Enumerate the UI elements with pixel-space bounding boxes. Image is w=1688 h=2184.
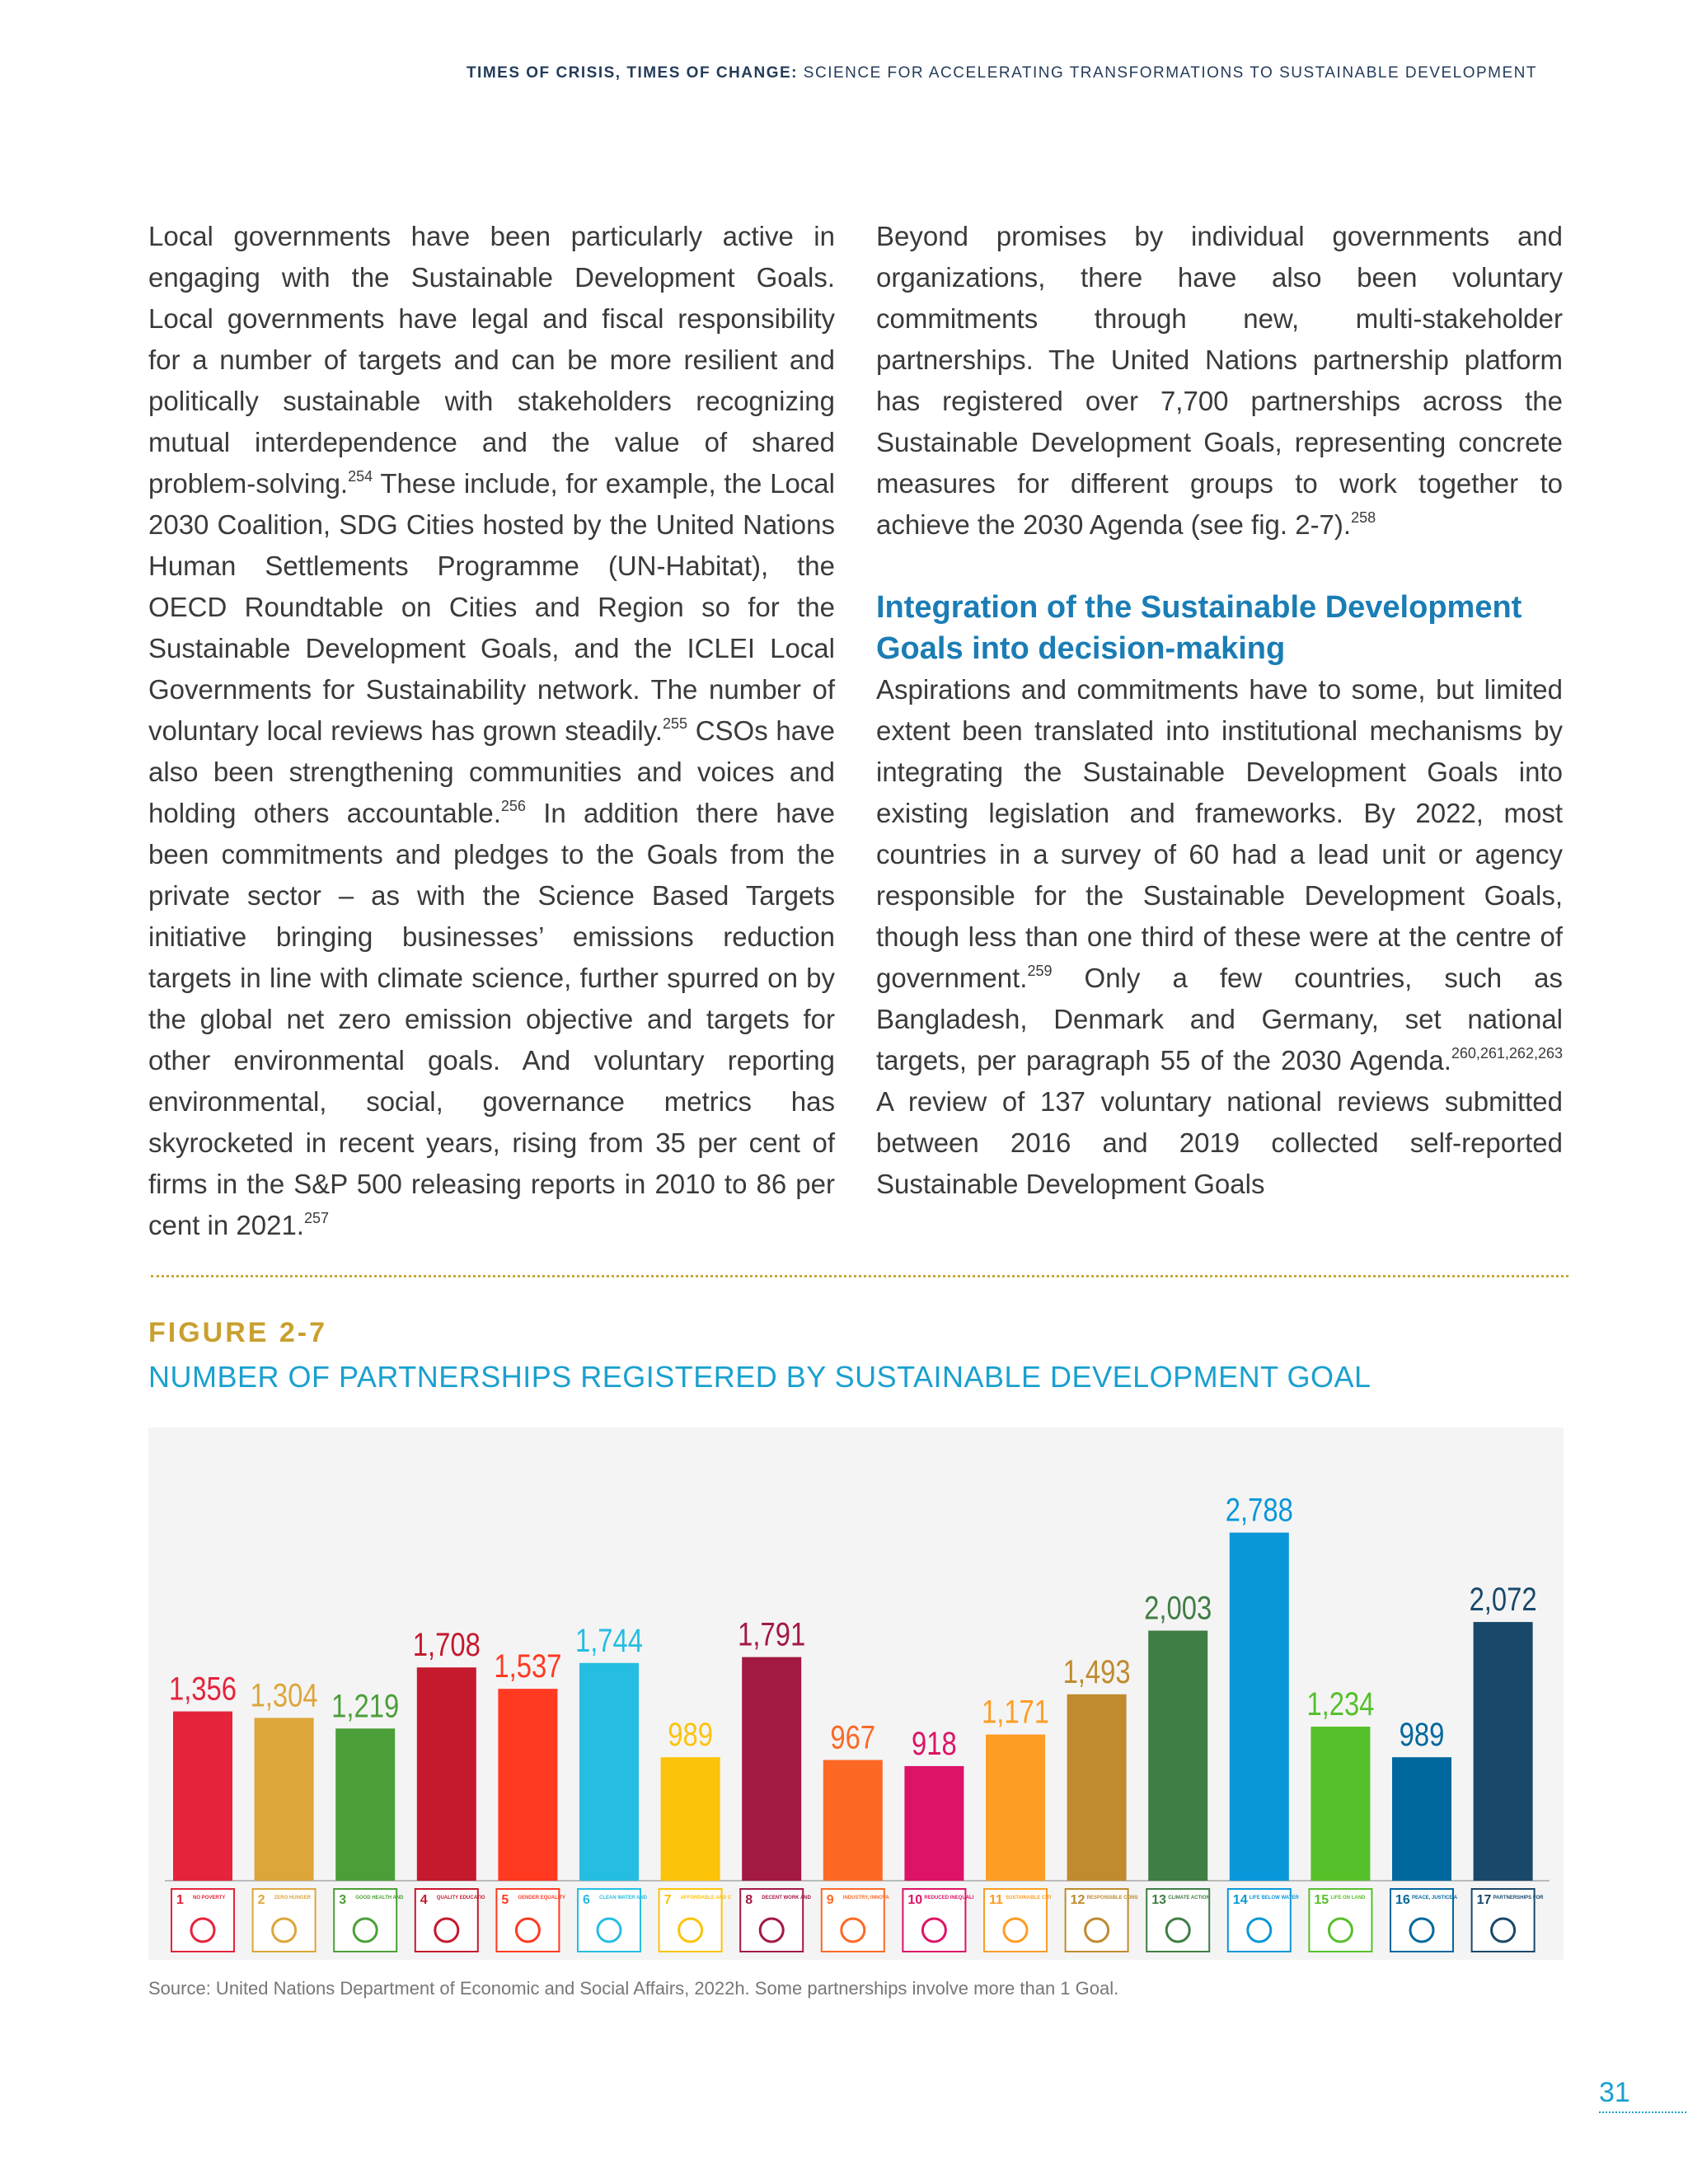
sdg-tile-number: 6	[583, 1893, 590, 1907]
bar-goal-3	[335, 1728, 395, 1881]
sdg-tile-number: 9	[826, 1893, 834, 1907]
right-paragraph-2	[876, 669, 1563, 1205]
sdg-tile-number: 5	[501, 1893, 509, 1907]
footnote-ref[interactable]: 256	[500, 798, 526, 814]
sdg-tile-number: 8	[745, 1893, 753, 1907]
sdg-tile-name: GENDER EQUALITY	[518, 1896, 566, 1900]
sdg-tile-name: QUALITY EDUCATIO	[436, 1896, 485, 1900]
data-label-goal-16: 989	[1399, 1716, 1445, 1753]
data-label-goal-11: 1,171	[981, 1693, 1050, 1731]
sdg-tile-number: 10	[907, 1893, 923, 1907]
sdg-tile-number: 17	[1476, 1893, 1492, 1907]
data-label-goal-4: 1,708	[412, 1626, 481, 1663]
footnote-ref[interactable]: 255	[662, 715, 687, 732]
bar-goal-2	[255, 1718, 314, 1881]
data-label-goal-9: 967	[830, 1718, 876, 1756]
footnote-ref[interactable]: 260,261,262,263	[1451, 1045, 1563, 1062]
data-label-goal-5: 1,537	[494, 1647, 562, 1685]
bar-goal-4	[417, 1667, 476, 1881]
bar-goal-10	[904, 1766, 964, 1881]
sdg-tile-name: GOOD HEALTH AND	[355, 1896, 404, 1900]
data-label-goal-2: 1,304	[250, 1676, 318, 1714]
sdg-tile-number: 1	[176, 1893, 184, 1907]
data-label-goal-15: 1,234	[1306, 1685, 1375, 1722]
header-rest: SCIENCE FOR ACCELERATING TRANSFORMATIONS TO SUSTAINABLE DEVELOPMENT	[803, 64, 1537, 82]
bar-goal-9	[823, 1760, 883, 1881]
bar-chart-svg	[148, 1427, 1564, 1960]
sdg-tile-number: 13	[1151, 1893, 1166, 1907]
sdg-tile-name: NO POVERTY	[193, 1896, 226, 1900]
left-text-1: Local governments have been particularly active in engaging with the Sustainable Development Goals. Local governments have legal and fiscal responsibility for a number of targets and can be more resilient and politically sustainable with stakeholders recognizing mutual interdependence and the value of shared problem-solving.	[148, 221, 835, 499]
bar-goal-6	[579, 1663, 639, 1881]
bar-goal-16	[1392, 1757, 1451, 1881]
left-text-4: In addition there have been commitments and pledges to the Goals from the private sector – as with the Science Based Targets initiative bringing businesses’ emissions reduction targets in line with climate science, further spurred on by the global net zero emission objective and targets for other environmental goals. And voluntary reporting environmental, social, governance metrics has skyrocketed in recent years, rising from 35 per cent of firms in the S&P 500 releasing reports in 2010 to 86 per cent in 2021.	[148, 798, 835, 1240]
right-column	[876, 216, 1563, 1205]
sdg-tile-number: 4	[420, 1893, 428, 1907]
bar-goal-1	[173, 1712, 232, 1881]
footnote-ref[interactable]: 254	[348, 468, 373, 485]
data-label-goal-14: 2,788	[1225, 1491, 1293, 1529]
sdg-tile-number: 14	[1232, 1893, 1248, 1907]
sdg-tile-name: SUSTAINABLE CITI	[1006, 1896, 1052, 1900]
section-subheading: Integration of the Sustainable Development Goals into decision-making	[876, 590, 1522, 666]
bar-goal-5	[498, 1689, 557, 1881]
sdg-tile-name: REDUCED INEQUALI	[924, 1896, 974, 1900]
sdg-tile-number: 3	[339, 1893, 347, 1907]
page-number: 31	[1599, 2077, 1630, 2108]
figure-label: FIGURE 2-7	[148, 1317, 328, 1348]
right-paragraph-1	[876, 216, 1563, 546]
sdg-tile-number: 7	[663, 1893, 672, 1907]
sdg-tile-number: 12	[1070, 1893, 1085, 1907]
right-text-3: Only a few countries, such as Bangladesh, Denmark and Germany, set national targets, per paragraph 55 of the 2030 Agenda.	[876, 963, 1563, 1076]
sdg-tile-number: 2	[257, 1893, 265, 1907]
right-text-4: A review of 137 voluntary national reviews submitted between 2016 and 2019 collected self-reported Sustainable Development Goals	[876, 1086, 1563, 1199]
right-text-2: Aspirations and commitments have to some, but limited extent been translated into institutional mechanisms by integrating the Sustainable Development Goals into existing legislation and frameworks. By 2022, most countries in a survey of 60 had a lead unit or agency responsible for the Sustainable Development Goals, though less than one third of these were at the centre of government.	[876, 674, 1563, 993]
left-text-2: These include, for example, the Local 2030 Coalition, SDG Cities hosted by the United Nations Human Settlements Programme (UN-Habitat), the OECD Roundtable on Cities and Region so for the Sustainable Development Goals, and the ICLEI Local Governments for Sustainability network. The number of voluntary local reviews has grown steadily.	[148, 468, 835, 746]
sdg-tile-name: LIFE BELOW WATER	[1249, 1896, 1299, 1900]
left-text-3: CSOs have also been strengthening communities and voices and holding others accountable.	[148, 715, 835, 828]
footnote-ref[interactable]: 259	[1027, 963, 1053, 979]
figure-title: NUMBER OF PARTNERSHIPS REGISTERED BY SUSTAINABLE DEVELOPMENT GOAL	[148, 1360, 1372, 1394]
sdg-tile-name: RESPONSIBLE CONS	[1086, 1896, 1138, 1900]
left-paragraph	[148, 216, 835, 1246]
data-label-goal-7: 989	[668, 1716, 713, 1753]
section-divider	[151, 1275, 1568, 1277]
sdg-tile-name: PEACE, JUSTICE A	[1412, 1896, 1458, 1900]
sdg-tile-name: PARTNERSHIPS FOR	[1493, 1896, 1544, 1900]
sdg-tile-name: CLIMATE ACTION	[1168, 1896, 1210, 1900]
bar-goal-17	[1474, 1622, 1533, 1881]
bar-goal-12	[1067, 1694, 1127, 1881]
bar-goal-11	[986, 1735, 1045, 1881]
data-label-goal-8: 1,791	[738, 1615, 806, 1653]
bar-goal-8	[742, 1657, 801, 1881]
bar-goal-15	[1311, 1727, 1370, 1881]
sdg-tile-number: 11	[989, 1893, 1003, 1907]
data-label-goal-6: 1,744	[574, 1621, 644, 1659]
data-label-goal-13: 2,003	[1144, 1589, 1212, 1627]
bar-goal-13	[1148, 1631, 1207, 1881]
sdg-tile-number: 15	[1314, 1893, 1329, 1907]
data-label-goal-1: 1,356	[168, 1670, 237, 1708]
bar-goal-7	[661, 1757, 720, 1881]
sdg-tile-name: ZERO HUNGER	[274, 1896, 311, 1900]
page-number-rule	[1599, 2111, 1688, 2113]
data-label-goal-17: 2,072	[1469, 1581, 1537, 1618]
data-label-goal-12: 1,493	[1062, 1652, 1131, 1690]
data-label-goal-10: 918	[912, 1724, 957, 1762]
figure-source: Source: United Nations Department of Economic and Social Affairs, 2022h. Some partnerships involve more than 1 Goal.	[148, 1978, 1119, 1999]
footnote-ref[interactable]: 257	[303, 1210, 330, 1226]
left-column	[148, 216, 835, 1246]
bar-chart	[148, 1427, 1564, 1960]
right-text-1: Beyond promises by individual governments and organizations, there have also been voluntary commitments through new, multi-stakeholder partnerships. The United Nations partnership platform has registered over 7,700 partnerships across the Sustainable Development Goals, representing concrete measures for different groups to work together to achieve the 2030 Agenda (see fig. 2-7).	[876, 221, 1563, 540]
sdg-tile-name: DECENT WORK AND	[762, 1896, 811, 1900]
sdg-tile-number: 16	[1395, 1893, 1410, 1907]
header-bold: TIMES OF CRISIS, TIMES OF CHANGE:	[466, 64, 799, 82]
sdg-tile-name: AFFORDABLE AND C	[680, 1896, 732, 1900]
sdg-tile-name: LIFE ON LAND	[1330, 1896, 1366, 1900]
data-label-goal-3: 1,219	[331, 1687, 400, 1725]
sdg-tile-name: CLEAN WATER AND	[599, 1896, 647, 1900]
running-header	[0, 64, 1537, 82]
sdg-tile-name: INDUSTRY, INNOVA	[842, 1896, 889, 1900]
bar-goal-14	[1230, 1533, 1289, 1881]
footnote-ref[interactable]: 258	[1351, 509, 1376, 526]
